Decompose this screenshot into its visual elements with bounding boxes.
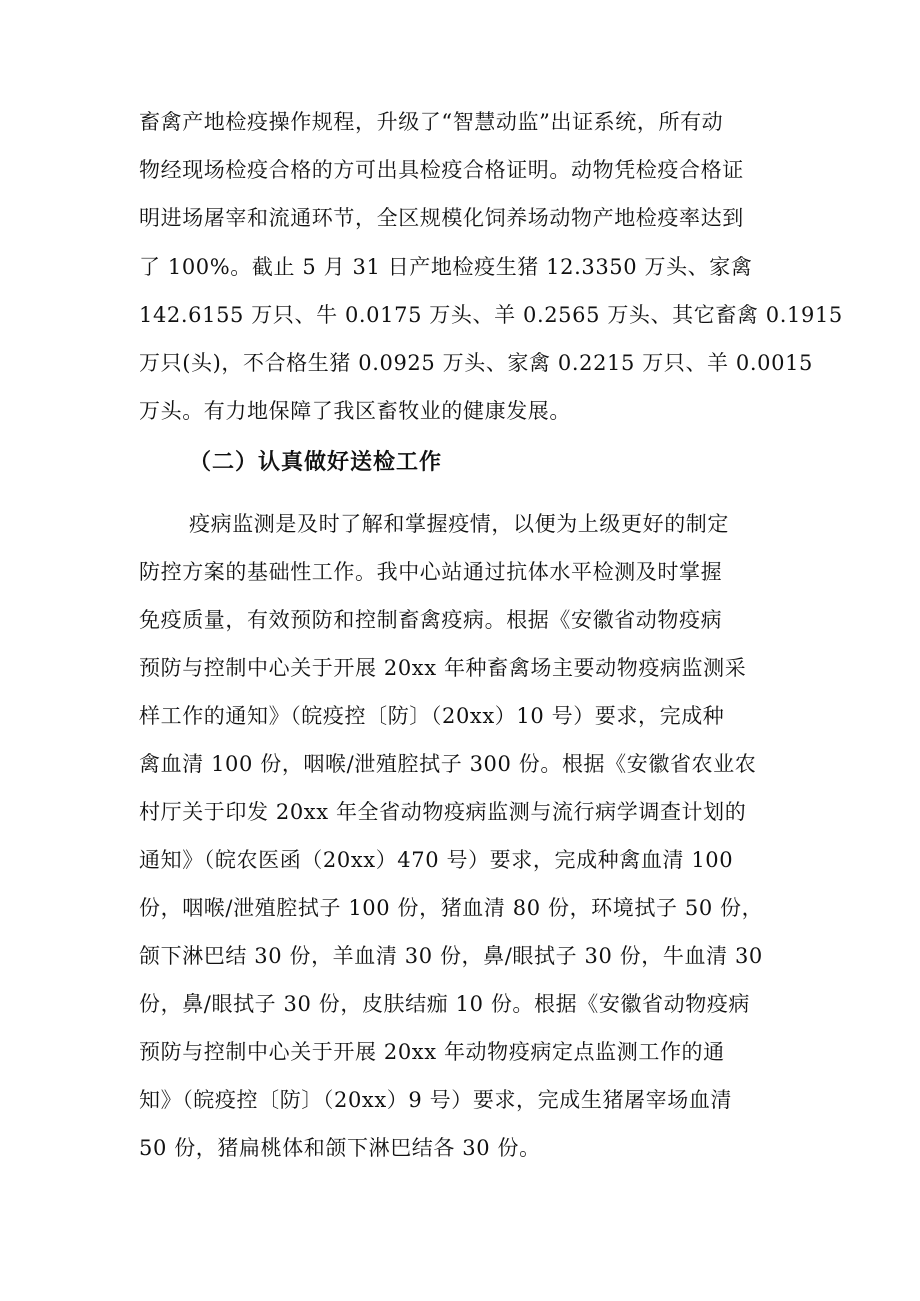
paragraph-line: 禽血清 100 份，咽喉/泄殖腔拭子 300 份。根据《安徽省农业农: [139, 752, 757, 776]
paragraph-line: 份，鼻/眼拭子 30 份，皮肤结痂 10 份。根据《安徽省动物疫病: [139, 992, 751, 1016]
paragraph-line: 通知》（皖农医函（20xx）470 号）要求，完成种禽血清 100: [139, 848, 734, 872]
paragraph-line: 预防与控制中心关于开展 20xx 年动物疫病定点监测工作的通: [139, 1040, 725, 1064]
paragraph-line: 颌下淋巴结 30 份，羊血清 30 份，鼻/眼拭子 30 份，牛血清 30: [139, 944, 763, 968]
paragraph-line: 万头。有力地保障了我区畜牧业的健康发展。: [139, 399, 571, 423]
paragraph-line: 了 100%。截止 5 月 31 日产地检疫生猪 12.3350 万头、家禽: [139, 255, 753, 279]
paragraph-line: 明进场屠宰和流通环节，全区规模化饲养场动物产地检疫率达到: [139, 206, 744, 230]
paragraph-line: 防控方案的基础性工作。我中心站通过抗体水平检测及时掌握: [139, 560, 723, 584]
paragraph-line: 万只(头)，不合格生猪 0.0925 万头、家禽 0.2215 万只、羊 0.0015: [139, 351, 813, 375]
paragraph-line: 疫病监测是及时了解和掌握疫情，以便为上级更好的制定: [189, 512, 729, 536]
paragraph-line: 知》（皖疫控〔防〕（20xx）9 号）要求，完成生猪屠宰场血清: [139, 1088, 733, 1112]
paragraph-line: 预防与控制中心关于开展 20xx 年种畜禽场主要动物疫病监测采: [139, 656, 747, 680]
paragraph-line: 样工作的通知》（皖疫控〔防〕（20xx）10 号）要求，完成种: [139, 704, 725, 728]
section-heading: （二）认真做好送检工作: [189, 449, 443, 475]
paragraph-line: 份，咽喉/泄殖腔拭子 100 份，猪血清 80 份，环境拭子 50 份，: [139, 896, 764, 920]
paragraph-line: 村厅关于印发 20xx 年全省动物疫病监测与流行病学调查计划的: [139, 800, 747, 824]
paragraph-line: 50 份，猪扁桃体和颌下淋巴结各 30 份。: [139, 1136, 541, 1160]
paragraph-line: 畜禽产地检疫操作规程，升级了“智慧动监”出证系统，所有动: [139, 110, 724, 134]
paragraph-line: 142.6155 万只、牛 0.0175 万头、羊 0.2565 万头、其它畜禽 0.1915: [139, 303, 843, 327]
paragraph-line: 免疫质量，有效预防和控制畜禽疫病。根据《安徽省动物疫病: [139, 608, 723, 632]
paragraph-line: 物经现场检疫合格的方可出具检疫合格证明。动物凭检疫合格证: [139, 158, 744, 182]
